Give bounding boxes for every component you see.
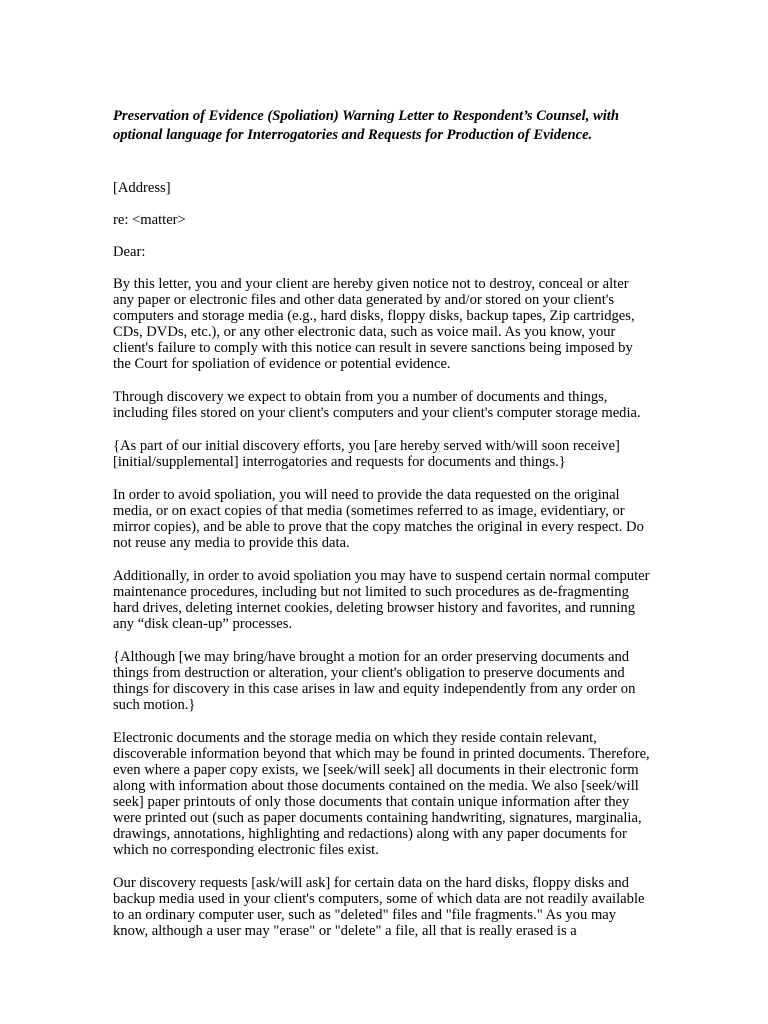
address-line: [Address] xyxy=(113,180,171,196)
body-paragraph: Additionally, in order to avoid spoliation you may have to suspend certain normal computer maintenance procedures, including but not limited to such procedures as de-fragmenting hard drives, deleting internet cookies, deleting browser history and favorites, and running any “disk clean-up” processes. xyxy=(113,568,650,632)
body-paragraph: Through discovery we expect to obtain from you a number of documents and things, including files stored on your client's computers and your client's computer storage media. xyxy=(113,389,641,421)
body-paragraph: {Although [we may bring/have brought a motion for an order preserving documents and things from destruction or alteration, your client's obligation to preserve documents and things for discovery in this case arises in law and equity independently from any order on such motion.} xyxy=(113,649,636,713)
body-paragraph: Electronic documents and the storage media on which they reside contain relevant, discoverable information beyond that which may be found in printed documents. Therefore, even where a paper copy exists, we [seek/will seek] all documents in their electronic form along with information about those documents contained on the media. We also [seek/will seek] paper printouts of only those documents that contain unique information after they were printed out (such as paper documents containing handwriting, signatures, marginalia, drawings, annotations, highlighting and redactions) along with any paper documents for which no corresponding electronic files exist. xyxy=(113,730,650,858)
body-paragraph: {As part of our initial discovery efforts, you [are hereby served with/will soon receive] [initial/supplemental] interrogatories and requests for documents and things.} xyxy=(113,438,620,470)
salutation: Dear: xyxy=(113,244,146,260)
body-paragraph: In order to avoid spoliation, you will need to provide the data requested on the original media, or on exact copies of that media (sometimes referred to as image, evidentiary, or mirror copies), and be able to prove that the copy matches the original in every respect. Do not reuse any media to provide this data. xyxy=(113,487,644,551)
re-line: re: <matter> xyxy=(113,212,186,228)
body-paragraph: Our discovery requests [ask/will ask] for certain data on the hard disks, floppy disks and backup media used in your client's computers, some of which data are not readily available to an ordinary computer user, such as "deleted" files and "file fragments." As you may know, although a user may "erase" or "delete" a file, all that is really erased is a xyxy=(113,875,645,939)
document-title: Preservation of Evidence (Spoliation) Warning Letter to Respondent’s Counsel, with optional language for Interrogatories and Requests for Production of Evidence. xyxy=(113,108,619,143)
body-paragraph: By this letter, you and your client are hereby given notice not to destroy, conceal or alter any paper or electronic files and other data generated by and/or stored on your client's computers and storage media (e.g., hard disks, floppy disks, backup tapes, Zip cartridges, CDs, DVDs, etc.), or any other electronic data, such as voice mail. As you know, your client's failure to comply with this notice can result in severe sanctions being imposed by the Court for spoliation of evidence or potential evidence. xyxy=(113,276,635,372)
document-body xyxy=(113,107,653,956)
